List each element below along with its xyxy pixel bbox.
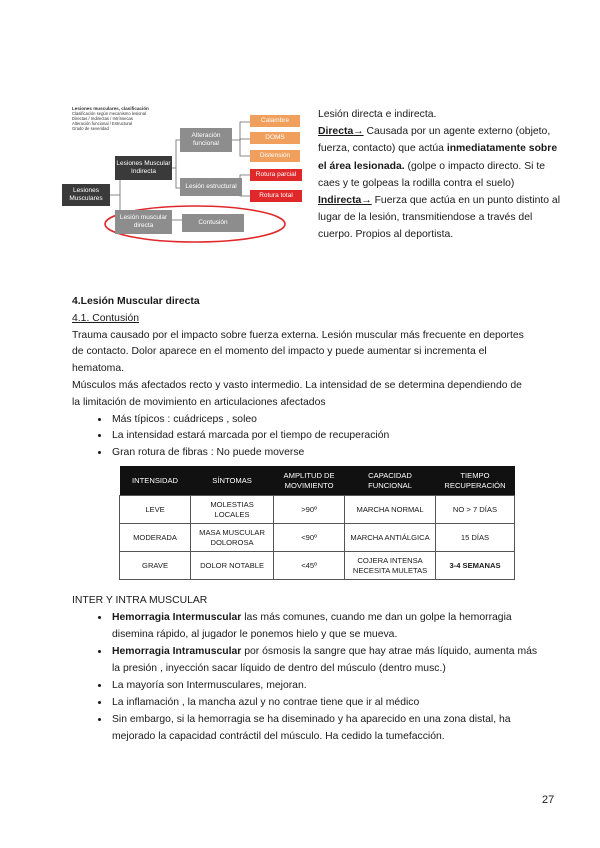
table-cell: MASA MUSCULAR DOLOROSA <box>191 524 274 552</box>
table-cell: >90º <box>274 496 345 524</box>
leaf-distension: Distensión <box>250 150 300 162</box>
table-header: INTENSIDAD <box>120 466 191 496</box>
leaf-doms: DOMS <box>250 132 300 144</box>
section-subheading: 4.1. Contusión <box>72 312 140 324</box>
section-inter-intra <box>72 592 542 745</box>
directa-text-2: (golpe o impacto directo. Si te caes y te golpeas la rodilla contra el suelo) <box>318 160 545 189</box>
muscle-injury-diagram <box>60 100 310 250</box>
connector <box>240 140 250 156</box>
bullet-list <box>72 412 532 462</box>
list-item: • Más típicos : cuádriceps , soleo <box>110 412 532 429</box>
directa-text: Causada por un agente externo (objeto, fuerza, contacto) que actúa <box>318 126 551 155</box>
table-cell: COJERA INTENSA NECESITA MULETAS <box>345 552 436 580</box>
table-row <box>120 496 515 524</box>
directa-word: Directa <box>318 126 354 138</box>
directa-label <box>318 126 364 137</box>
connector <box>232 122 250 140</box>
table-header: CAPACIDAD FUNCIONAL <box>345 466 436 496</box>
leaf-partial-rupture: Rotura parcial <box>250 169 302 181</box>
bullet-text: por ósmosis la sangre que hay atrae más líquido, aumenta más la presión , inyección sacar líquido de dentro del músculo (dentro musc.) <box>112 646 538 674</box>
indirecta-word: Indirecta <box>318 195 362 207</box>
bullet-text: las más comunes, cuando me dan un golpe la hemorragia disemina rápido, al jugador le ponemos hielo y que se mueva. <box>112 612 512 640</box>
leaf-calambre: Calambre <box>250 115 300 127</box>
node-root: Lesiones Musculares <box>62 184 110 206</box>
intro-indirecta <box>318 192 563 244</box>
table-cell: MODERADA <box>120 524 191 552</box>
section-contusion <box>72 294 532 462</box>
paragraph: Músculos más afectados recto y vasto intermedio. La intensidad de se determina dependiendo de la limitación de movimiento en articulaciones afectados <box>72 379 522 408</box>
node-functional: Alteración funcional <box>180 128 232 152</box>
bullet-bold: Hemorragia Intermuscular <box>112 612 242 623</box>
table-row <box>120 552 515 580</box>
indirecta-text: Fuerza que actúa en un punto distinto al lugar de la lesión, transmitiendose a través del cuerpo. Propios al deportista. <box>318 195 561 241</box>
table-header: AMPLITUD DE MOVIMIENTO <box>274 466 345 496</box>
bullet-list-2 <box>72 609 542 745</box>
intensity-table <box>119 466 515 580</box>
table-cell: 3-4 SEMANAS <box>435 552 514 580</box>
section-heading: 4.Lesión Muscular directa <box>72 296 200 307</box>
table-cell: MARCHA ANTIÁLGICA <box>345 524 436 552</box>
list-item: • La mayoría son Intermusculares, mejoran. <box>110 677 542 694</box>
table-cell: <90º <box>274 524 345 552</box>
section2-heading: INTER Y INTRA MUSCULAR <box>72 595 208 606</box>
node-structural: Lesión estructural <box>180 178 242 196</box>
connector <box>240 139 250 140</box>
list-item: • La inflamación , la mancha azul y no contrae tiene que ir al médico <box>110 694 542 711</box>
diagram-caption-title: Lesiones musculares, clasificación <box>72 106 149 111</box>
intro-directa <box>318 123 563 192</box>
table-cell: GRAVE <box>120 552 191 580</box>
table-row <box>120 524 515 552</box>
table-cell: MOLESTIAS LOCALES <box>191 496 274 524</box>
node-contusion: Contusión <box>182 214 244 232</box>
page-number: 27 <box>542 794 555 806</box>
indirecta-label <box>318 195 372 206</box>
table-cell: NO > 7 DÍAS <box>435 496 514 524</box>
intro-title: Lesión directa e indirecta. <box>318 109 437 120</box>
table-header: TIEMPO RECUPERACIÓN <box>435 466 514 496</box>
connector <box>172 140 180 168</box>
table-header-row <box>120 466 515 496</box>
list-item: • Gran rotura de fibras : No puede moverse <box>110 445 532 462</box>
diagram-caption-line: Clasificación según mecanismo lesional <box>72 111 147 116</box>
list-item: • La intensidad estará marcada por el tiempo de recuperación <box>110 428 532 445</box>
directa-bold: inmediatamente sobre el área lesionada. <box>318 143 558 172</box>
bullet-bold: Hemorragia Intramuscular <box>112 646 242 657</box>
list-item <box>110 609 542 643</box>
diagram-caption-line: Directas / Indirectas / Intrínsecas <box>72 116 133 121</box>
table-cell: <45º <box>274 552 345 580</box>
table-cell: DOLOR NOTABLE <box>191 552 274 580</box>
node-direct: Lesión muscular directa <box>115 210 172 234</box>
list-item <box>110 643 542 677</box>
arrow: → <box>353 126 364 138</box>
intro-text <box>318 106 563 244</box>
diagram-caption-line: Alteración funcional / Estructural <box>72 121 133 126</box>
table-cell: 15 DÍAS <box>435 524 514 552</box>
paragraph: Trauma causado por el impacto sobre fuerza externa. Lesión muscular más frecuente en deportes de contacto. Dolor aparece en el momento del impacto y puede aumentar si incrementa el hematoma. <box>72 329 524 375</box>
arrow: → <box>361 195 372 207</box>
table-header: SÍNTOMAS <box>191 466 274 496</box>
table-cell: MARCHA NORMAL <box>345 496 436 524</box>
leaf-total-rupture: Rotura total <box>250 190 302 202</box>
table-cell: LEVE <box>120 496 191 524</box>
node-indirect: Lesiones Muscular Indirecta <box>115 156 172 180</box>
list-item: • Sin embargo, si la hemorragia se ha diseminado y ha aparecido en una zona distal, ha mejorado la capacidad contráctil del músculo. Ha cedido la tumefacción. <box>110 711 542 745</box>
diagram-caption-line: Grado de severidad <box>72 126 109 131</box>
